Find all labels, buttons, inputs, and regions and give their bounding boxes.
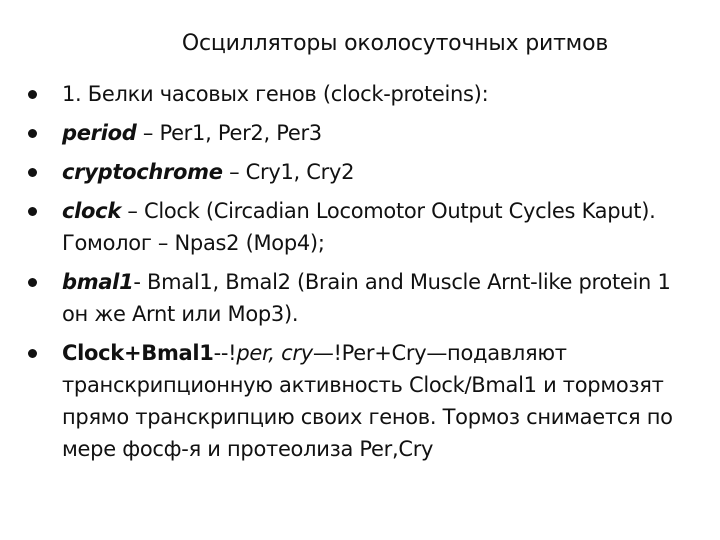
gene-term: period: [62, 121, 137, 145]
slide-title: Осцилляторы околосуточных ритмов: [181, 31, 609, 56]
bullet-item-period: [28, 117, 698, 149]
bullet-item-clock-bmal1: [28, 337, 698, 465]
bullet-text: --!: [213, 341, 237, 365]
bullet-icon: [28, 129, 37, 138]
bullet-text: 1. Белки часовых генов (clock-proteins):: [62, 82, 489, 106]
bullet-text: – Per1, Per2, Per3: [136, 121, 322, 145]
bullet-icon: [28, 349, 37, 358]
bullet-icon: [28, 278, 37, 287]
gene-term: Clock+Bmal1: [62, 341, 214, 365]
gene-term-italic: per, cry: [236, 341, 313, 365]
bullet-item-cryptochrome: [28, 156, 698, 188]
bullet-text: - Bmal1, Bmal2 (Brain and Muscle Arnt-like protein 1 он же Arnt или Mop3).: [62, 270, 671, 326]
bullet-item-clock-proteins: [28, 78, 698, 110]
gene-term: bmal1: [62, 270, 134, 294]
bullet-text: – Cry1, Cry2: [222, 160, 355, 184]
bullet-text: – Clock (Circadian Locomotor Output Cycles Kaput). Гомолог – Npas2 (Mop4);: [62, 199, 656, 255]
gene-term: clock: [62, 199, 121, 223]
gene-term: cryptochrome: [62, 160, 223, 184]
bullet-item-bmal1: [28, 266, 698, 330]
bullet-item-clock: [28, 195, 698, 259]
bullet-text: —!Per+Cry—подавляют транскрипционную активность Clock/Bmal1 и тормозят прямо транскрипцию своих генов. Тормоз снимается по мере фосф-я и протеолиза Per,Cry: [62, 341, 673, 461]
bullet-icon: [28, 168, 37, 177]
bullet-icon: [28, 207, 37, 216]
bullet-icon: [28, 90, 37, 99]
bullet-list: [28, 78, 698, 472]
